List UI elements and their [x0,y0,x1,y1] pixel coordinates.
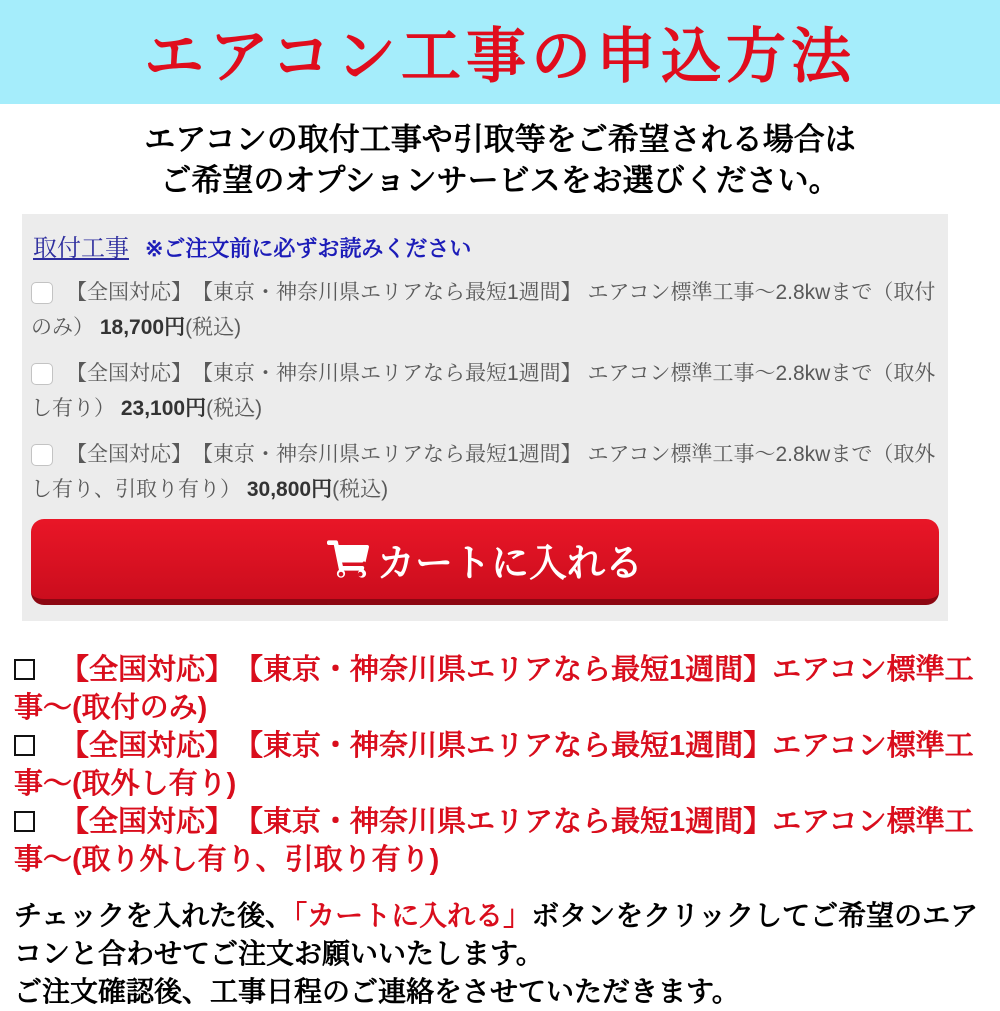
option-price: 30,800円 [246,478,333,501]
checklist-item-label: 【全国対応】 【東京・神奈川県エリアなら最短1週間】エアコン標準工事～(取外し有り) [14,730,974,800]
installation-work-link[interactable]: 取付工事 [33,235,129,262]
checklist-checkbox[interactable] [14,735,35,756]
page-title: エアコン工事の申込方法 [144,23,856,90]
service-option-row[interactable] [31,275,939,345]
service-option-row[interactable] [31,437,939,507]
option-tax-note: (税込) [206,397,263,420]
option-checkbox[interactable] [31,444,53,466]
instructions-line-2: ご注文確認後、工事日程のご連絡をさせていただきます。 [14,976,740,1007]
checklist-item-label: 【全国対応】 【東京・神奈川県エリアなら最短1週間】エアコン標準工事～(取り外し有り、引取り有り) [14,806,974,876]
option-tax-note: (税込) [185,316,242,339]
intro-text [0,119,1000,201]
service-option-row[interactable] [31,356,939,426]
red-checklist-item[interactable] [14,651,986,727]
instructions-line-1 [14,897,986,973]
red-checklist-item[interactable] [14,727,986,803]
checklist-checkbox[interactable] [14,659,35,680]
installation-options-panel [22,214,948,621]
option-price: 18,700円 [99,316,186,339]
page-banner [0,0,1000,104]
option-tax-note: (税込) [332,478,389,501]
instructions-text [14,897,986,1011]
intro-line-2: ご希望のオプションサービスをお選びください。 [160,163,840,198]
panel-header [33,228,939,263]
option-price: 23,100円 [120,397,207,420]
cart-icon [327,540,369,578]
instructions-after-cart: ボタンをクリックしてご希望のエアコンと合わせてご注文お願いいたします。 [14,900,979,969]
add-to-cart-label: カートに入れる [376,542,643,585]
checklist-item-label: 【全国対応】 【東京・神奈川県エリアなら最短1週間】エアコン標準工事～(取付のみ) [14,654,974,724]
option-label: 【全国対応】 【東京・神奈川県エリアなら最短1週間】 エアコン標準工事～2.8kwまで（取外し有り、引取り有り） [31,443,936,501]
instructions-before-cart: チェックを入れた後、 [14,900,294,931]
option-label: 【全国対応】 【東京・神奈川県エリアなら最短1週間】 エアコン標準工事～2.8kwまで（取外し有り） [31,362,936,420]
option-checkbox[interactable] [31,363,53,385]
option-checkbox[interactable] [31,282,53,304]
pre-order-note: ※ご注文前に必ずお読みください [145,236,472,261]
intro-line-1: エアコンの取付工事や引取等をご希望される場合は [144,122,856,157]
option-label: 【全国対応】 【東京・神奈川県エリアなら最短1週間】 エアコン標準工事～2.8kwまで（取付のみ） [31,281,936,339]
red-checklist [14,651,986,879]
red-checklist-item[interactable] [14,803,986,879]
add-to-cart-button[interactable] [31,519,939,605]
checklist-checkbox[interactable] [14,811,35,832]
cart-button-reference: 「カートに入れる」 [293,900,532,931]
